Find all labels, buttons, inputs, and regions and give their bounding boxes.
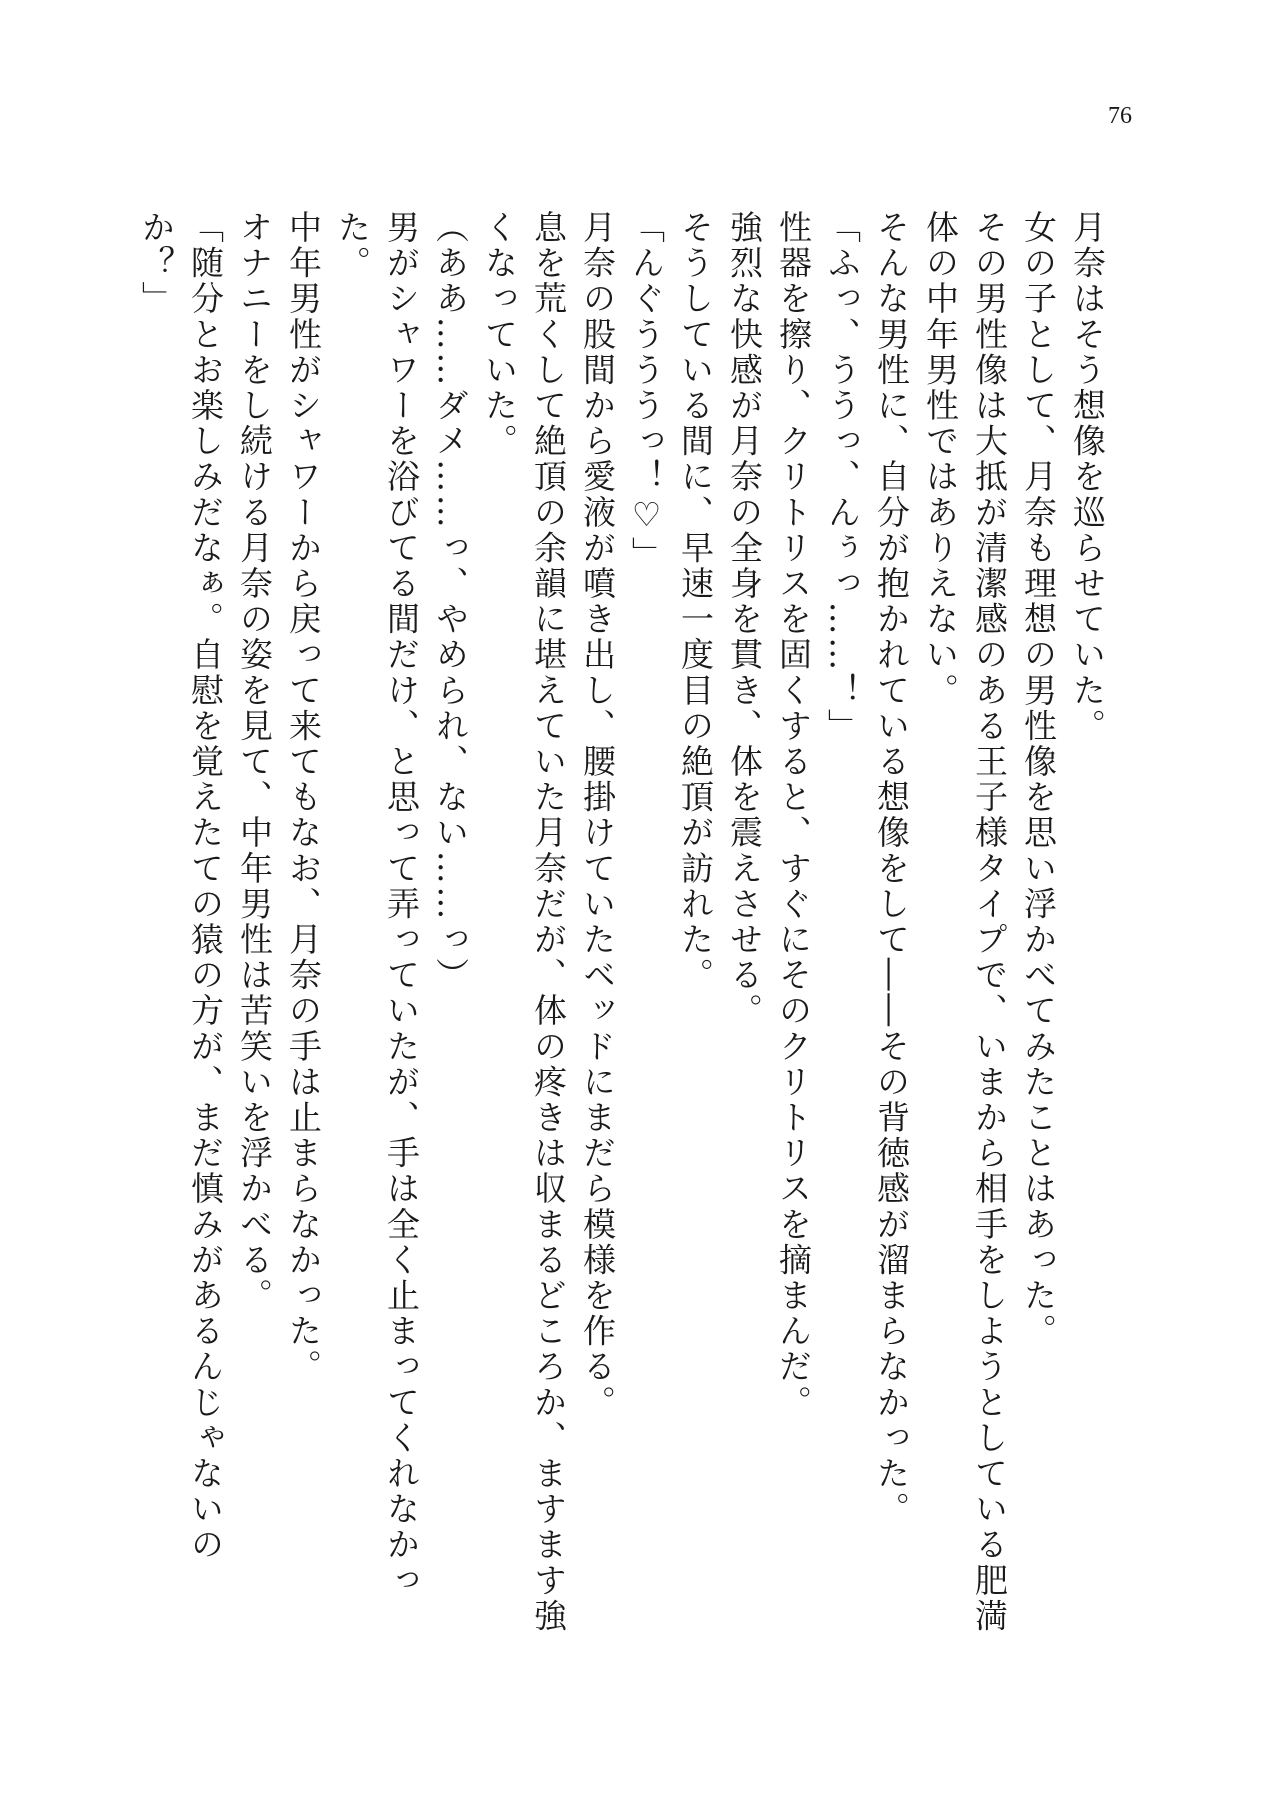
paragraph: 月奈の股間から愛液が噴き出し、腰掛けていたベッドにまだら模様を作る。 bbox=[578, 210, 617, 1421]
dialogue-line: 「んぐうううっ！♡」 bbox=[627, 210, 666, 572]
page-number: 76 bbox=[1108, 103, 1132, 129]
dialogue-line: 「随分とお楽しみだなぁ。自慰を覚えたての猿の方が、まだ慎みがあるんじゃないのか？」 bbox=[137, 210, 225, 1563]
paragraph: 性器を擦り、クリトリスを固くすると、すぐにそのクリトリスを摘まんだ。 bbox=[774, 210, 813, 1421]
paragraph: その男性像は大抵が清潔感のある王子様タイプで、いまから相手をしようとしている肥満体の中年男性ではありえない。 bbox=[921, 210, 1009, 1634]
paragraph: 女の子として、月奈も理想の男性像を思い浮かべてみたことはあった。 bbox=[1019, 210, 1058, 1350]
inner-thought-line: （ああ……ダメ……っ、やめられ、ない……っ） bbox=[431, 210, 470, 994]
paragraph: 息を荒くして絶頂の余韻に堪えていた月奈だが、体の疼きは収まるどころか、ますます強くなっていた。 bbox=[480, 210, 568, 1634]
paragraph: 強烈な快感が月奈の全身を貫き、体を震えさせる。 bbox=[725, 210, 764, 1029]
paragraph: オナニーをし続ける月奈の姿を見て、中年男性は苦笑いを浮かべる。 bbox=[235, 210, 274, 1314]
paragraph: 中年男性がシャワーから戻って来てもなお、月奈の手は止まらなかった。 bbox=[284, 210, 323, 1385]
vertical-body-text bbox=[137, 210, 1112, 1650]
dialogue-line: 「ふっ、ううっ、んぅっ……！」 bbox=[823, 210, 862, 744]
paragraph: そうしている間に、早速一度目の絶頂が訪れた。 bbox=[676, 210, 715, 994]
paragraph: 男がシャワーを浴びてる間だけ、と思って弄っていたが、手は全く止まってくれなかった。 bbox=[333, 210, 421, 1599]
paragraph: そんな男性に、自分が抱かれている想像をして――その背徳感が溜まらなかった。 bbox=[872, 210, 911, 1528]
paragraph: 月奈はそう想像を巡らせていた。 bbox=[1068, 210, 1107, 744]
